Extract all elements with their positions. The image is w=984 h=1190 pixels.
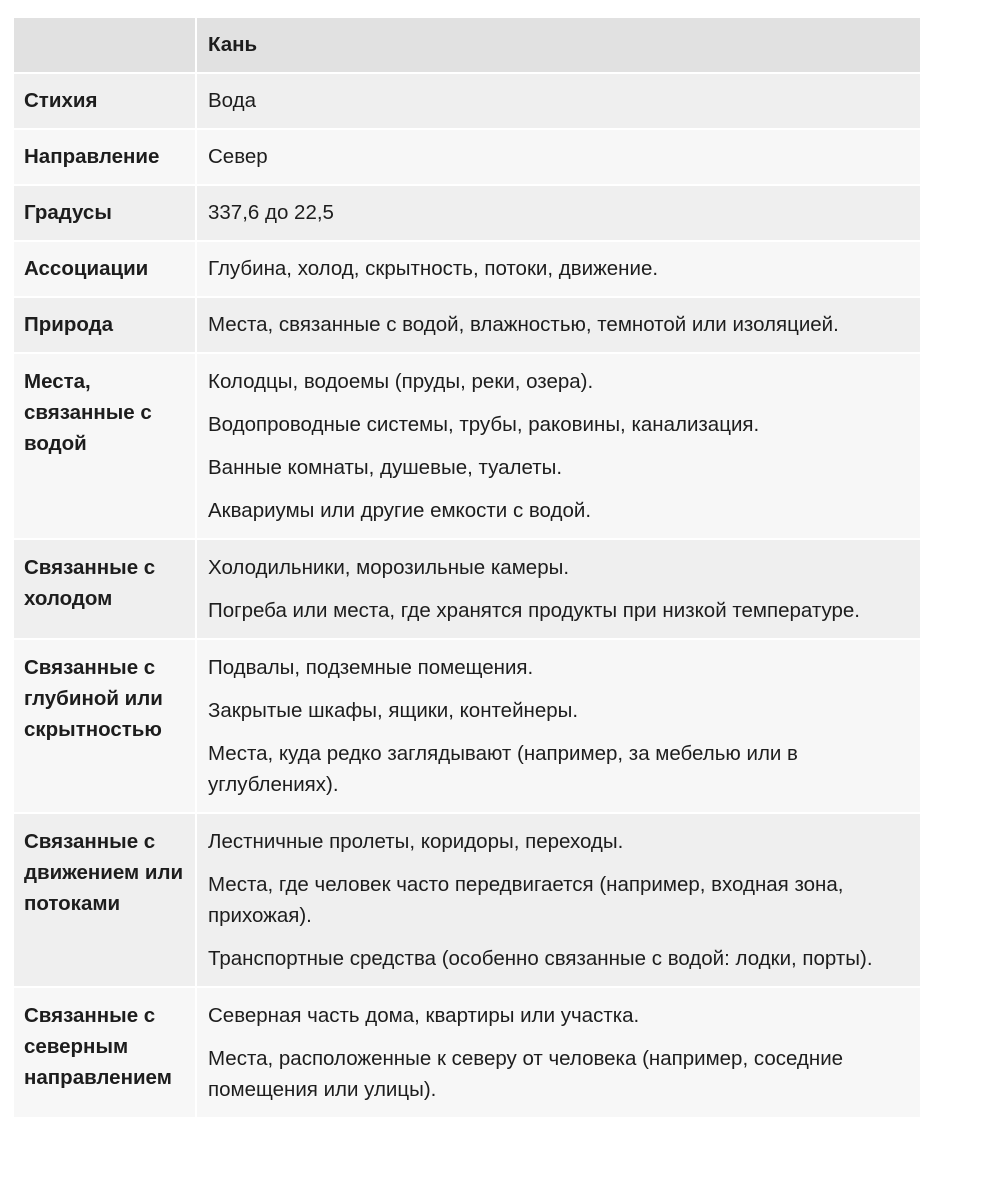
table-row	[14, 540, 920, 640]
row-label: Направление	[14, 130, 197, 184]
row-value-line: Лестничные пролеты, коридоры, переходы.	[208, 830, 624, 853]
row-value-line: Транспортные средства (особенно связанные с водой: лодки, порты).	[208, 947, 873, 970]
row-value	[197, 186, 920, 240]
header-title: Кань	[197, 18, 920, 72]
row-label: Связанные с северным направлением	[14, 988, 197, 1117]
row-value-line: Ванные комнаты, душевые, туалеты.	[208, 456, 563, 479]
kan-table	[14, 18, 920, 1119]
row-value	[197, 242, 920, 296]
row-value-line: Северная часть дома, квартиры или участка.	[208, 1004, 640, 1027]
row-value	[197, 640, 920, 812]
row-label: Связанные с движением или потоками	[14, 814, 197, 986]
row-label: Стихия	[14, 74, 197, 128]
row-value-line: Север	[208, 145, 268, 168]
row-value-line: Места, связанные с водой, влажностью, темнотой или изоляцией.	[208, 313, 839, 336]
table-row	[14, 74, 920, 130]
table-row	[14, 354, 920, 540]
row-label: Связанные с холодом	[14, 540, 197, 638]
row-value-line: Места, расположенные к северу от человека (например, соседние помещения или улицы).	[208, 1047, 844, 1101]
row-label: Природа	[14, 298, 197, 352]
row-value	[197, 130, 920, 184]
table-row	[14, 186, 920, 242]
row-label: Градусы	[14, 186, 197, 240]
row-value-line: Глубина, холод, скрытность, потоки, движение.	[208, 257, 659, 280]
table-row	[14, 298, 920, 354]
table-row	[14, 814, 920, 988]
row-value-line: Погреба или места, где хранятся продукты при низкой температуре.	[208, 599, 860, 622]
row-value	[197, 814, 920, 986]
table-row	[14, 130, 920, 186]
row-value	[197, 354, 920, 538]
row-value	[197, 74, 920, 128]
row-label: Места, связанные с водой	[14, 354, 197, 538]
row-value	[197, 988, 920, 1117]
row-value	[197, 298, 920, 352]
row-value-line: Вода	[208, 89, 256, 112]
row-value-line: Подвалы, подземные помещения.	[208, 656, 534, 679]
row-value	[197, 540, 920, 638]
row-value-line: Места, куда редко заглядывают (например, за мебелью или в углублениях).	[208, 742, 798, 796]
row-value-line: Водопроводные системы, трубы, раковины, канализация.	[208, 413, 760, 436]
table-header-row	[14, 18, 920, 74]
row-value-line: Закрытые шкафы, ящики, контейнеры.	[208, 699, 579, 722]
row-value-line: Колодцы, водоемы (пруды, реки, озера).	[208, 370, 594, 393]
row-value-line: 337,6 до 22,5	[208, 201, 334, 224]
table-row	[14, 640, 920, 814]
row-value-line: Холодильники, морозильные камеры.	[208, 556, 570, 579]
table-row	[14, 242, 920, 298]
row-value-line: Аквариумы или другие емкости с водой.	[208, 499, 592, 522]
row-label: Связанные с глубиной или скрытностью	[14, 640, 197, 812]
header-label-cell	[14, 18, 197, 72]
row-value-line: Места, где человек часто передвигается (например, входная зона, прихожая).	[208, 873, 844, 927]
table-row	[14, 988, 920, 1119]
row-label: Ассоциации	[14, 242, 197, 296]
